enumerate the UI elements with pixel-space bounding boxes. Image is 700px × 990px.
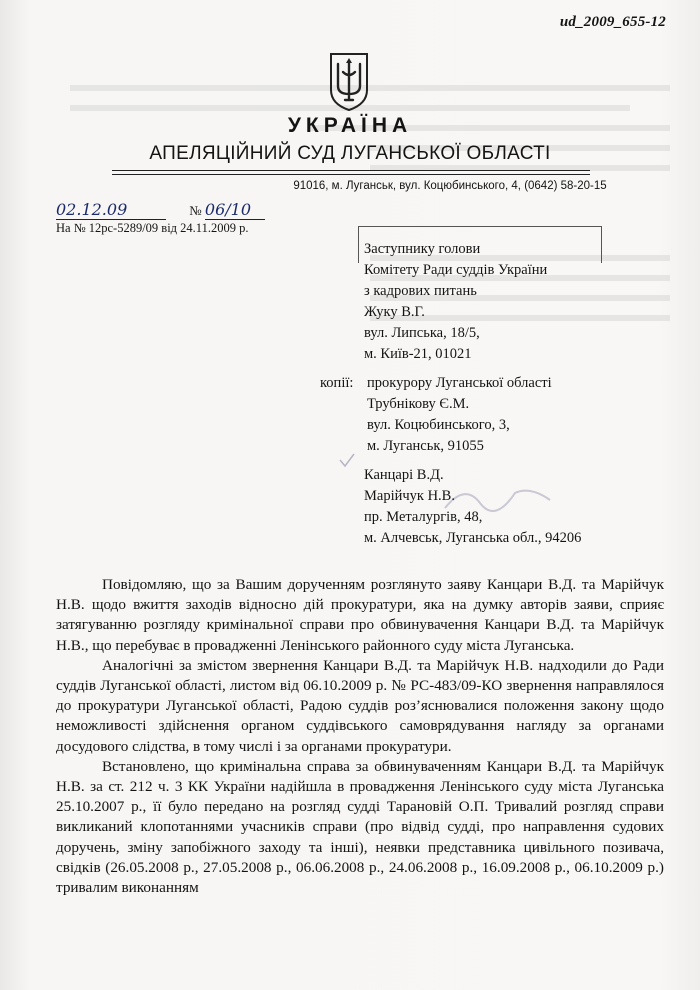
header-divider-top bbox=[112, 170, 590, 171]
tryzub-emblem-icon bbox=[325, 50, 373, 117]
persons-line: м. Алчевськ, Луганська обл., 94206 bbox=[364, 530, 582, 546]
body-paragraph: Аналогічні за змістом звернення Канцари В.Д. та Марійчук Н.В. надходили до Ради суддів Луганської області, листом від 06.10.2009 р. № РС-483/09-КО звернення направлялося до прокуратури Луганської області, Радою суддів роз’яснювалися положення закону щодо неможливості здійснення органом суддівського самоврядування нагляду за органами досудового слідства, в тому числі і за органами прокуратури. bbox=[56, 656, 664, 755]
court-address: 91016, м. Луганськ, вул. Коцюбинського, 4, (0642) 58-20-15 bbox=[293, 180, 607, 192]
body-paragraph: Встановлено, що кримінальна справа за обвинуваченням Канцари В.Д. та Марійчук Н.В. за ст. 212 ч. 3 КК України надійшла в провадження Ленінського суду міста Луганська 25.10.2007 р., її було передано на розгляд судді Тарановій О.П. Тривалий розгляд справи викликаний клопотаннями учасників справи (про відвід судді, про направлення судових доручень, зміну запобіжного заходу та інші), неявки представника цивільного позивача, свідків (26.05.2008 р., 27.05.2008 р., 06.06.2008 р., 24.06.2008 р., 16.09.2008 р., 06.10.2009 р.) тривалим виконанням bbox=[56, 757, 664, 897]
reference-line: На № 12рс-5289/09 від 24.11.2009 р. bbox=[56, 221, 249, 235]
outgoing-date: 02.12.09 bbox=[56, 200, 166, 220]
copies-line: вул. Коцюбинського, 3, bbox=[367, 417, 510, 433]
recipient-line: вул. Липська, 18/5, bbox=[364, 325, 480, 341]
copies-line: м. Луганськ, 91055 bbox=[367, 438, 484, 454]
country-title: УКРАЇНА bbox=[287, 114, 413, 137]
persons-line: Канцарі В.Д. bbox=[364, 467, 444, 483]
check-mark bbox=[338, 452, 356, 470]
outgoing-registration bbox=[56, 200, 265, 220]
faint-signature-mark bbox=[440, 478, 560, 518]
recipient-line: Жуку В.Г. bbox=[364, 304, 425, 320]
document-id: ud_2009_655-12 bbox=[559, 14, 666, 30]
outgoing-number: 06/10 bbox=[205, 200, 265, 220]
letter-body bbox=[56, 575, 664, 898]
court-name: АПЕЛЯЦІЙНИЙ СУД ЛУГАНСЬКОЇ ОБЛАСТІ bbox=[149, 143, 551, 164]
recipient-line: Заступнику голови bbox=[364, 241, 481, 257]
copies-label: копії: bbox=[320, 375, 354, 391]
recipient-block bbox=[364, 239, 547, 365]
recipient-line: Комітету Ради суддів України bbox=[364, 262, 548, 278]
header-divider-bottom bbox=[112, 174, 590, 175]
copies-line: прокурору Луганської області bbox=[367, 375, 552, 391]
outgoing-number-label: № bbox=[189, 203, 202, 218]
persons-line: пр. Металургів, 48, bbox=[364, 509, 483, 525]
body-paragraph: Повідомляю, що за Вашим дорученням розглянуто заяву Канцари В.Д. та Марійчук Н.В. щодо вжиття заходів відносно дій прокуратури, яка на думку авторів заяви, сприяє затягуванню розгляду кримінальної справи про обвинувачення Канцари В.Д. та Марійчук Н.В., що перебуває в провадженні Ленінського районного суду міста Луганська. bbox=[56, 576, 664, 654]
copies-recipient bbox=[367, 373, 552, 457]
recipient-line: з кадрових питань bbox=[364, 283, 477, 299]
persons-line: Марійчук Н.В. bbox=[364, 488, 455, 504]
copies-line: Трубнікову Є.М. bbox=[367, 396, 470, 412]
recipient-line: м. Київ-21, 01021 bbox=[364, 346, 472, 362]
